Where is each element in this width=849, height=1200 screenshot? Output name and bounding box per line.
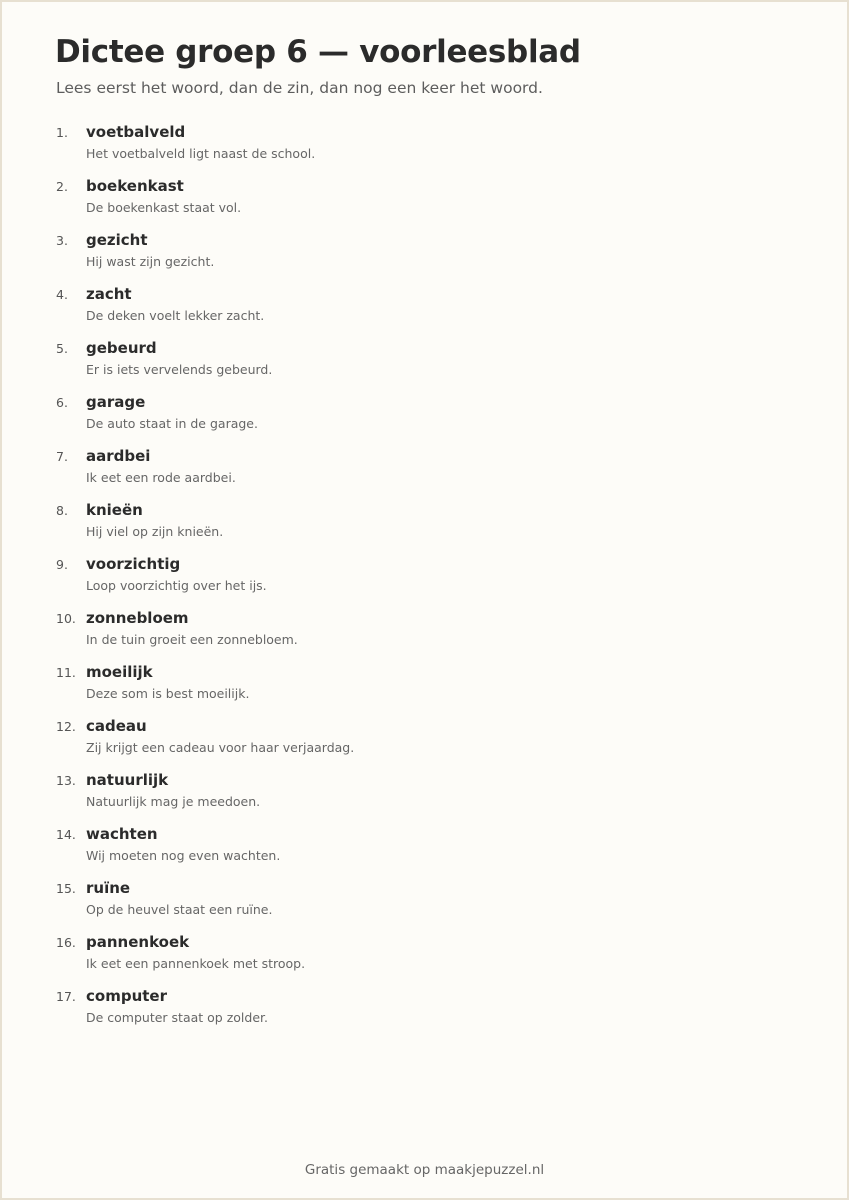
list-item — [56, 230, 796, 284]
dictation-word: garage — [86, 393, 146, 411]
item-number: 11. — [56, 665, 76, 680]
dictation-word: voetbalveld — [86, 123, 186, 141]
item-number: 10. — [56, 611, 76, 626]
dictation-word: gebeurd — [86, 339, 157, 357]
page-title: Dictee groep 6 — voorleesblad — [55, 34, 581, 70]
item-number: 14. — [56, 827, 76, 842]
list-item — [56, 338, 796, 392]
footer-credit: Gratis gemaakt op maakjepuzzel.nl — [304, 1162, 545, 1178]
list-item — [56, 878, 796, 932]
item-number: 3. — [56, 233, 68, 248]
example-sentence: Ik eet een rode aardbei. — [86, 470, 236, 485]
example-sentence: De auto staat in de garage. — [86, 416, 258, 431]
example-sentence: De deken voelt lekker zacht. — [86, 308, 265, 323]
dictation-word: boekenkast — [86, 177, 184, 195]
list-item — [56, 176, 796, 230]
list-item — [56, 824, 796, 878]
dictation-word: knieën — [86, 501, 143, 519]
word-list — [56, 122, 796, 1040]
list-item — [56, 716, 796, 770]
item-number: 7. — [56, 449, 68, 464]
example-sentence: Wij moeten nog even wachten. — [86, 848, 281, 863]
dictation-word: gezicht — [86, 231, 148, 249]
example-sentence: In de tuin groeit een zonnebloem. — [86, 632, 298, 647]
item-number: 16. — [56, 935, 76, 950]
item-number: 4. — [56, 287, 68, 302]
dictation-word: voorzichtig — [86, 555, 181, 573]
list-item — [56, 986, 796, 1040]
example-sentence: Ik eet een pannenkoek met stroop. — [86, 956, 306, 971]
item-number: 5. — [56, 341, 68, 356]
list-item — [56, 392, 796, 446]
list-item — [56, 446, 796, 500]
item-number: 12. — [56, 719, 76, 734]
example-sentence: Deze som is best moeilijk. — [86, 686, 250, 701]
item-number: 2. — [56, 179, 68, 194]
item-number: 17. — [56, 989, 76, 1004]
list-item — [56, 662, 796, 716]
list-item — [56, 122, 796, 176]
list-item — [56, 770, 796, 824]
dictation-word: moeilijk — [86, 663, 153, 681]
example-sentence: De computer staat op zolder. — [86, 1010, 268, 1025]
item-number: 8. — [56, 503, 68, 518]
dictation-word: aardbei — [86, 447, 151, 465]
page-instruction: Lees eerst het woord, dan de zin, dan nog een keer het woord. — [56, 79, 543, 97]
list-item — [56, 932, 796, 986]
dictation-word: zacht — [86, 285, 132, 303]
example-sentence: Hij wast zijn gezicht. — [86, 254, 215, 269]
item-number: 9. — [56, 557, 68, 572]
dictation-word: pannenkoek — [86, 933, 190, 951]
item-number: 13. — [56, 773, 76, 788]
dictation-word: wachten — [86, 825, 158, 843]
example-sentence: Het voetbalveld ligt naast de school. — [86, 146, 316, 161]
example-sentence: Loop voorzichtig over het ijs. — [86, 578, 267, 593]
dictation-word: zonnebloem — [86, 609, 189, 627]
item-number: 6. — [56, 395, 68, 410]
item-number: 15. — [56, 881, 76, 896]
dictation-word: cadeau — [86, 717, 147, 735]
dictation-word: ruïne — [86, 879, 131, 897]
example-sentence: Hij viel op zijn knieën. — [86, 524, 224, 539]
dictation-word: natuurlijk — [86, 771, 169, 789]
list-item — [56, 554, 796, 608]
list-item — [56, 284, 796, 338]
example-sentence: Er is iets vervelends gebeurd. — [86, 362, 273, 377]
list-item — [56, 500, 796, 554]
example-sentence: Natuurlijk mag je meedoen. — [86, 794, 261, 809]
example-sentence: De boekenkast staat vol. — [86, 200, 242, 215]
example-sentence: Op de heuvel staat een ruïne. — [86, 902, 273, 917]
list-item — [56, 608, 796, 662]
dictation-word: computer — [86, 987, 167, 1005]
item-number: 1. — [56, 125, 68, 140]
example-sentence: Zij krijgt een cadeau voor haar verjaardag. — [86, 740, 355, 755]
